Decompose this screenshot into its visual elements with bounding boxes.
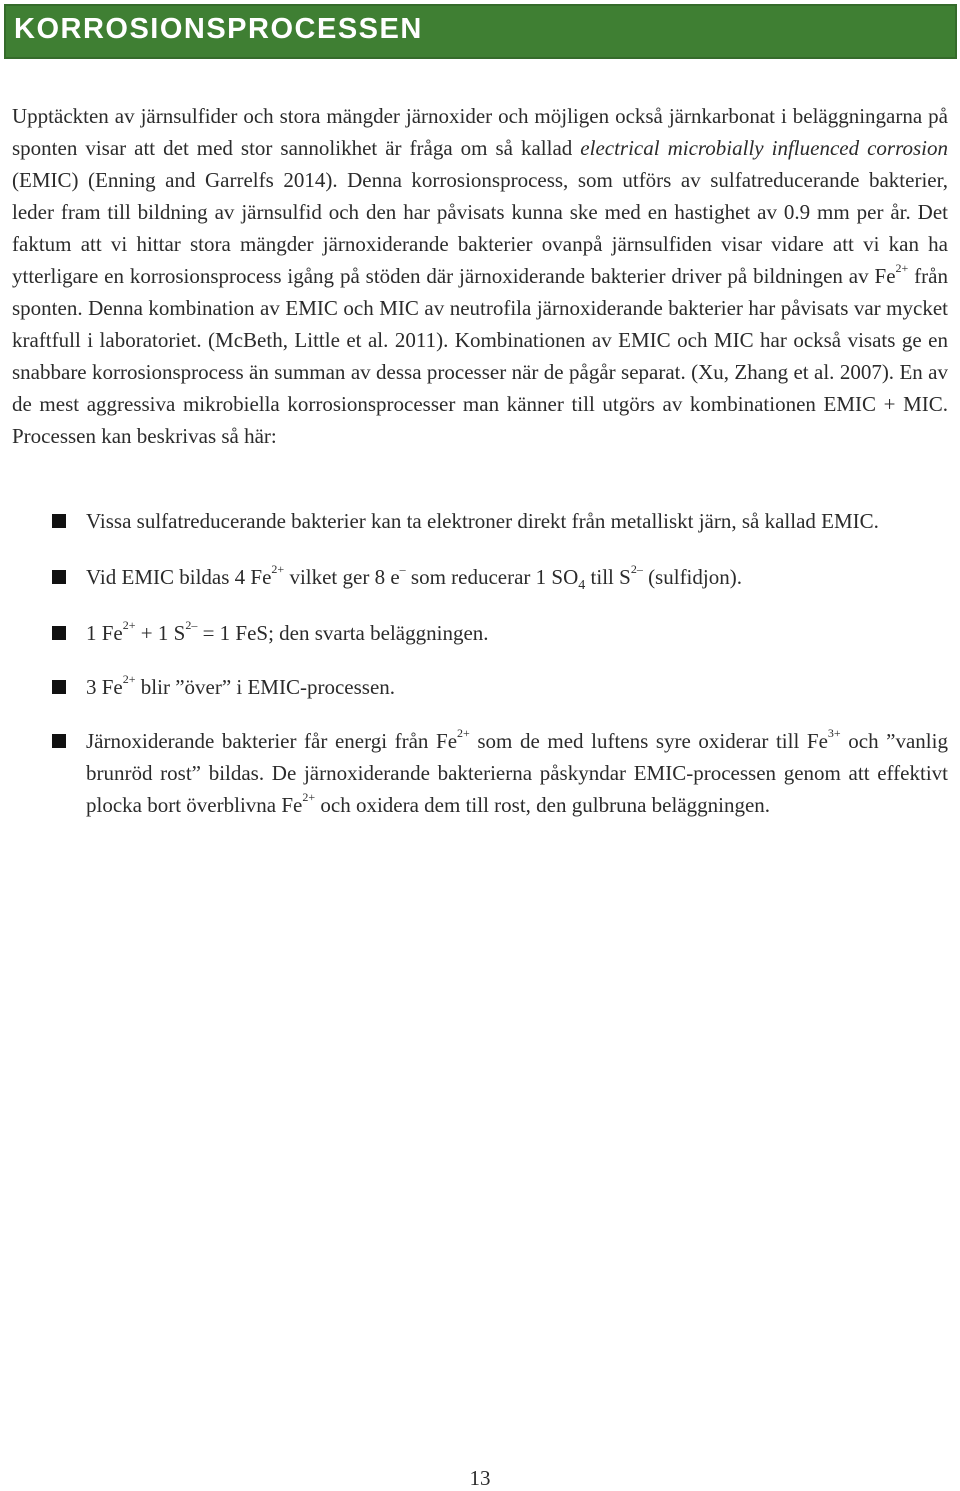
bullet-item: [0, 671, 948, 703]
bullet-text: Vid EMIC bildas 4 Fe: [86, 565, 272, 589]
bullet-item: [0, 561, 948, 593]
bullet-text: blir ”över” i EMIC-processen.: [135, 675, 396, 699]
bullet-text: till S: [585, 565, 631, 589]
square-bullet-icon: [52, 680, 66, 694]
superscript: 3+: [827, 726, 841, 740]
subscript: 4: [578, 578, 586, 594]
square-bullet-icon: [52, 734, 66, 748]
bullet-text: + 1 S: [135, 621, 186, 645]
page-number: 13: [469, 1466, 491, 1490]
paragraph-text-1: Upptäckten av järnsulfider och stora mängder järnoxider och möjligen också järnkarbonat i beläggningarna på sponten visar att det med stor sannolikhet är fråga om så kallad: [12, 104, 948, 160]
superscript: 2–: [185, 618, 198, 632]
bullet-text: som de med luftens syre oxiderar till Fe: [469, 729, 828, 753]
superscript: 2+: [457, 726, 470, 740]
bullet-text: = 1 FeS; den svarta beläggningen.: [197, 621, 489, 645]
superscript: 2+: [895, 261, 909, 275]
section-title: KORROSIONSPROCESSEN: [14, 13, 423, 45]
superscript: 2–: [630, 562, 643, 576]
superscript: 2+: [302, 790, 316, 804]
superscript: 2+: [122, 672, 136, 686]
paragraph-text-2: (EMIC) (Enning and Garrelfs 2014). Denna korrosionsprocess, som utförs av sulfatreducerande bakterier, leder fram till bildning av järnsulfid och den har påvisats kunna ske med en hastighet av 0.9 mm per år. Det faktum att vi hittar stora mängder järnoxiderande bakterier ovanpå järnsulfiden visar vidare att vi kan ha ytterligare en korrosionsprocess igång på stöden där järnoxiderande bakterier driver på bildningen av Fe: [12, 168, 948, 288]
bullet-text: och oxidera dem till rost, den gulbruna beläggningen.: [315, 793, 771, 817]
superscript: –: [399, 562, 406, 576]
body-paragraph: [12, 100, 948, 452]
bullet-text: 3 Fe: [86, 675, 123, 699]
bullet-text: vilket ger 8 e: [284, 565, 400, 589]
bullet-item: [0, 725, 948, 821]
square-bullet-icon: [52, 514, 66, 528]
bullet-text: och ”vanlig brunröd rost” bildas. De järnoxiderande bakterierna påskyndar EMIC-processen genom att effektivt plocka bort överblivna Fe: [86, 729, 948, 817]
bullet-text: (sulfidjon).: [642, 565, 742, 589]
paragraph-text-3: från sponten. Denna kombination av EMIC och MIC av neutrofila järnoxiderande bakterier har påvisats var mycket kraftfull i laboratoriet. (McBeth, Little et al. 2011). Kombinationen av EMIC och MIC har också visats ge en snabbare korrosionsprocess än summan av dessa processer när de pågår separat. (Xu, Zhang et al. 2007). En av de mest aggressiva mikrobiella korrosionsprocesser man känner till utgörs av kombinationen EMIC + MIC. Processen kan beskrivas så här:: [12, 264, 948, 448]
square-bullet-icon: [52, 570, 66, 584]
section-header-bar: [4, 4, 957, 59]
bullet-text: Järnoxiderande bakterier får energi från Fe: [86, 729, 458, 753]
bullet-text: som reducerar 1 SO: [405, 565, 579, 589]
bullet-item: [0, 505, 948, 537]
bullet-item: [0, 617, 948, 649]
superscript: 2+: [271, 562, 285, 576]
bullet-text: Vissa sulfatreducerande bakterier kan ta elektroner direkt från metalliskt järn, så kallad EMIC.: [86, 509, 879, 533]
process-bullet-list: [0, 505, 960, 821]
paragraph-italic-term: electrical microbially influenced corrosion: [580, 136, 948, 160]
superscript: 2+: [122, 618, 136, 632]
square-bullet-icon: [52, 626, 66, 640]
bullet-text: 1 Fe: [86, 621, 123, 645]
